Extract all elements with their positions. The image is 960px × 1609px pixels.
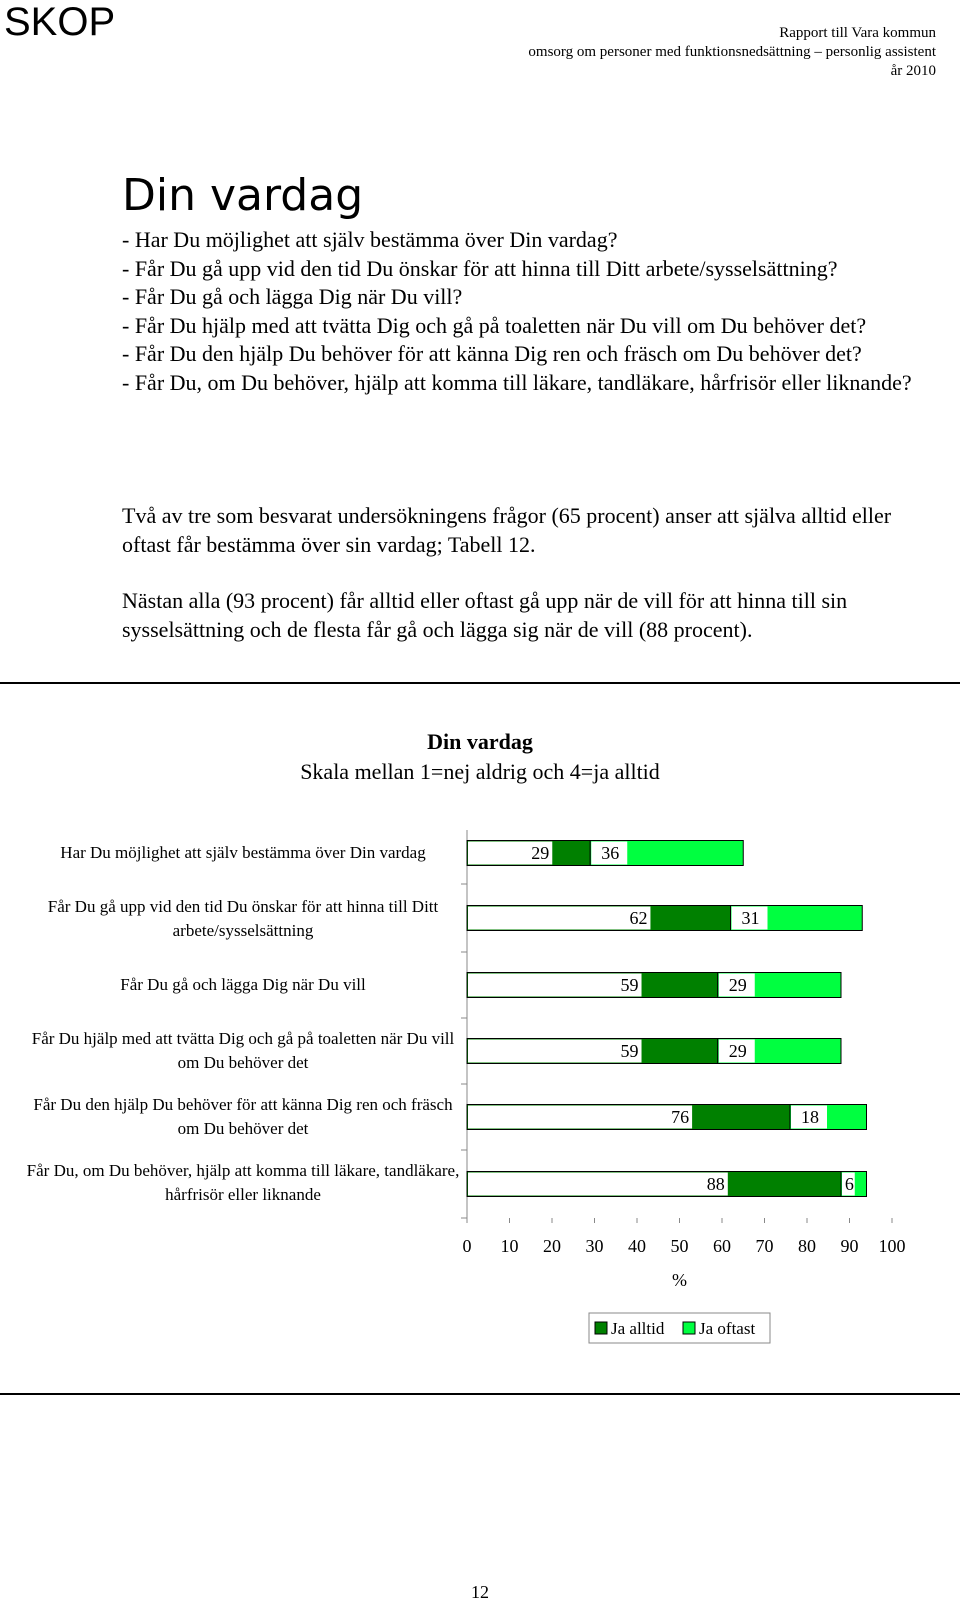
x-tick-label: 50 (670, 1236, 689, 1256)
x-tick-label: 30 (585, 1236, 604, 1256)
category-label: Får Du, om Du behöver, hjälp att komma till läkare, tandläkare, hårfrisör eller liknande (26, 1161, 460, 1204)
stacked-bar-chart (0, 830, 960, 1370)
category-label: Får Du hjälp med att tvätta Dig och gå på toaletten när Du vill om Du behöver det (31, 1029, 455, 1072)
divider-bottom (0, 1393, 960, 1395)
bar-label-pad (468, 1173, 728, 1196)
body-paragraph: Två av tre som besvarat undersökningens frågor (65 procent) anser att själva alltid eller oftast får bestämma över sin vardag; Tabell 12. (122, 503, 892, 557)
bar-label-pad (468, 1106, 692, 1129)
report-header-line2: omsorg om personer med funktionsnedsättning – personlig assistent (528, 44, 936, 60)
question-item: - Får Du hjälp med att tvätta Dig och gå på toaletten när Du vill om Du behöver det? (122, 312, 867, 338)
question-item: - Får Du gå upp vid den tid Du önskar för att hinna till Ditt arbete/sysselsättning? (122, 255, 838, 281)
data-label: 29 (531, 843, 550, 863)
x-tick-label: 40 (628, 1236, 646, 1256)
legend-label: Ja alltid (611, 1319, 665, 1338)
divider-top (0, 682, 960, 684)
data-label: 29 (728, 975, 747, 995)
page-number: 12 (471, 1582, 489, 1602)
x-tick-label: 100 (878, 1236, 906, 1256)
x-tick-label: 60 (713, 1236, 731, 1256)
data-label: 31 (741, 908, 760, 928)
question-item: - Får Du den hjälp Du behöver för att känna Dig ren och fräsch om Du behöver det? (122, 341, 862, 366)
x-tick-label: 10 (500, 1236, 519, 1256)
data-label: 62 (629, 908, 648, 928)
question-item: - Har Du möjlighet att själv bestämma över Din vardag? (122, 227, 618, 252)
x-axis-label: % (672, 1270, 687, 1290)
bar-label-pad (468, 974, 642, 997)
body-paragraph: Nästan alla (93 procent) får alltid eller oftast gå upp när de vill för att hinna till sin sysselsättning och de flesta får gå och lägga sig när de vill (88 procent). (122, 588, 848, 642)
report-header-line3: år 2010 (890, 63, 936, 79)
legend-swatch-ja-oftast (683, 1322, 695, 1334)
question-list (122, 226, 932, 397)
question-item: - Får Du, om Du behöver, hjälp att komma till läkare, tandläkare, hårfrisör eller liknande? (122, 369, 912, 395)
category-label: Får Du gå och lägga Dig när Du vill (120, 975, 366, 994)
x-tick-label: 80 (798, 1236, 816, 1256)
data-label: 36 (601, 843, 620, 863)
section-title: Din vardag (122, 170, 364, 221)
data-label: 18 (801, 1107, 819, 1127)
category-label: Får Du gå upp vid den tid Du önskar för att hinna till Ditt arbete/sysselsättning (47, 897, 439, 940)
x-tick-label: 0 (462, 1236, 472, 1256)
skop-logo: SKOP (4, 0, 116, 44)
report-header (528, 24, 936, 81)
category-label: Får Du den hjälp Du behöver för att känna Dig ren och fräsch om Du behöver det (33, 1095, 453, 1138)
legend-label: Ja oftast (699, 1319, 756, 1338)
x-tick-label: 20 (543, 1236, 561, 1256)
chart-title: Din vardag (427, 729, 533, 754)
chart-subtitle: Skala mellan 1=nej aldrig och 4=ja alltid (300, 759, 660, 784)
question-item: - Får Du gå och lägga Dig när Du vill? (122, 284, 463, 309)
data-label: 59 (620, 975, 639, 995)
data-label: 6 (844, 1174, 854, 1194)
bar-label-pad (468, 907, 650, 930)
report-header-line1: Rapport till Vara kommun (779, 25, 936, 41)
data-label: 88 (706, 1174, 725, 1194)
data-label: 29 (728, 1041, 747, 1061)
data-label: 59 (620, 1041, 639, 1061)
x-tick-label: 70 (755, 1236, 774, 1256)
data-label: 76 (671, 1107, 690, 1127)
bar-label-pad (468, 1040, 642, 1063)
legend-swatch-ja-alltid (595, 1322, 607, 1334)
x-tick-label: 90 (840, 1236, 859, 1256)
category-label: Har Du möjlighet att själv bestämma över Din vardag (60, 843, 426, 862)
